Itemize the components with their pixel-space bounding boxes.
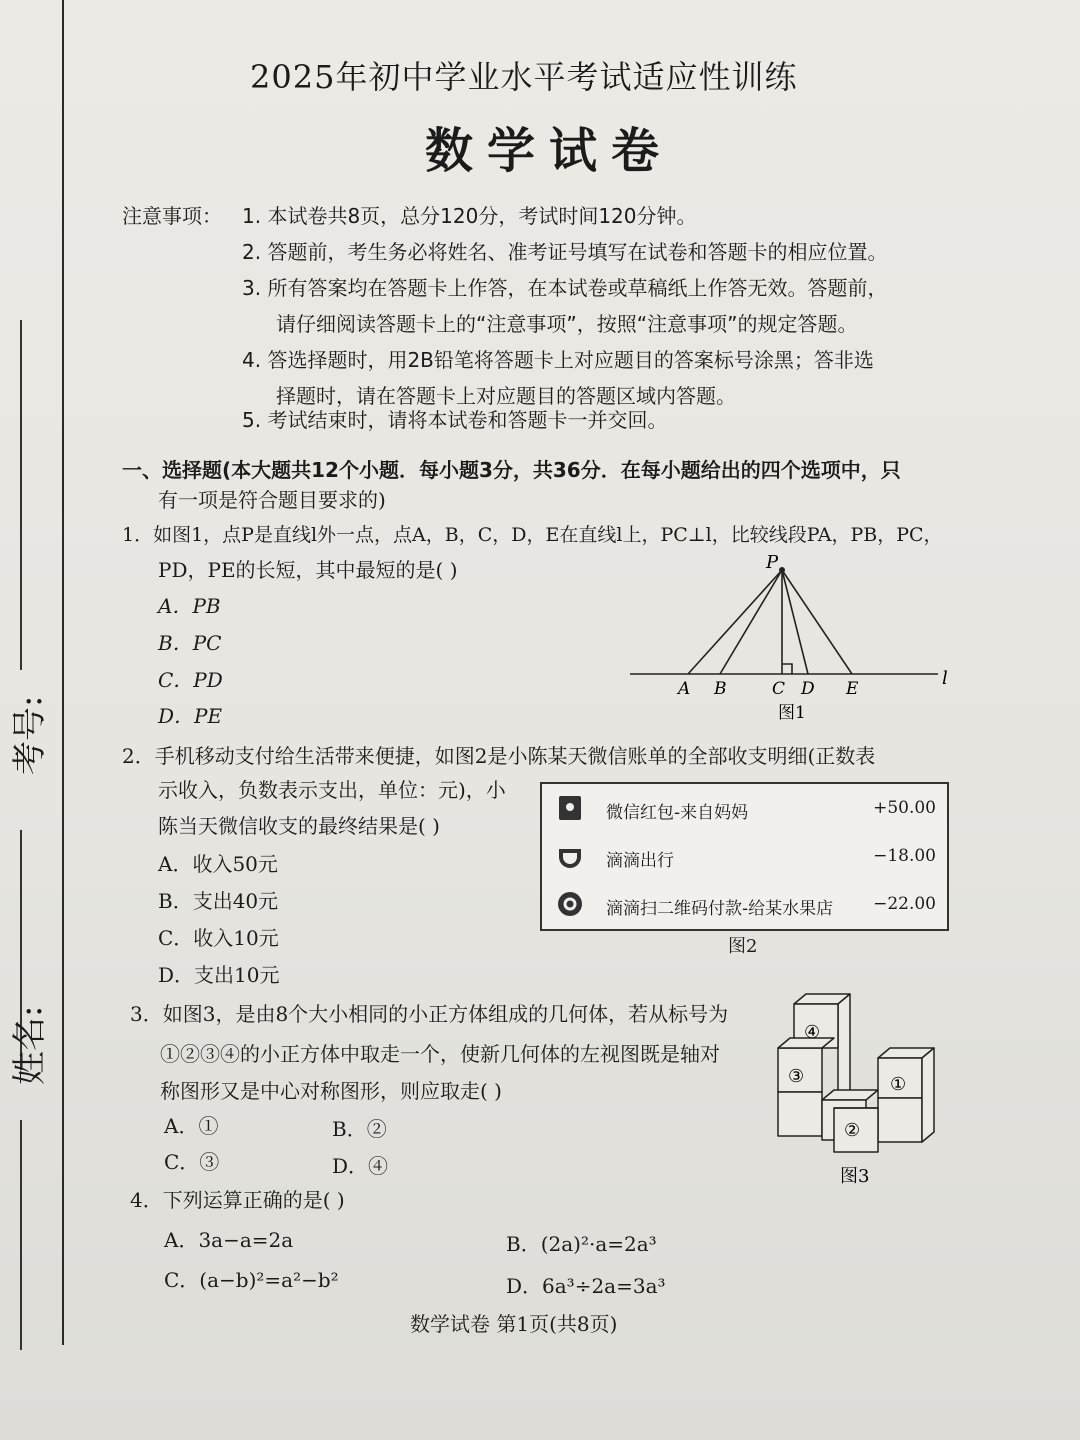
label-d: D <box>801 679 815 699</box>
name-label: 姓名: <box>10 1005 50 1085</box>
bill-item-name: 滴滴出行 <box>606 851 674 871</box>
figure-1 <box>620 552 960 732</box>
segment-pb <box>720 570 782 674</box>
note-item: 1. 本试卷共8页，总分120分，考试时间120分钟。 <box>242 204 697 228</box>
question-3-option-c: C．③ <box>164 1150 220 1174</box>
question-2-stem-cont: 示收入，负数表示支出，单位：元)，小 <box>158 778 506 802</box>
figure-2-bill <box>540 782 949 931</box>
name-field-rule <box>20 1120 22 1350</box>
bill-item-amount: +50.00 <box>873 798 936 818</box>
question-2-option-c: C．收入10元 <box>158 926 279 950</box>
question-1-stem: 1．如图1，点P是直线l外一点，点A，B，C，D，E在直线l上，PC⊥l，比较线段PA，PB，PC， <box>122 524 943 546</box>
question-4-option-d: D．6a³÷2a=3a³ <box>506 1274 666 1298</box>
note-item: 5. 考试结束时，请将本试卷和答题卡一并交回。 <box>242 408 668 432</box>
cube-label-4: ④ <box>804 1022 821 1043</box>
question-4-option-a: A．3a−a=2a <box>164 1228 294 1252</box>
bill-row <box>556 842 936 872</box>
notes-label: 注意事项： <box>122 204 222 228</box>
label-e: E <box>846 679 859 699</box>
question-2-option-d: D．支出10元 <box>158 963 280 987</box>
question-3-stem-cont: ①②③④的小正方体中取走一个，使新几何体的左视图既是轴对 <box>160 1042 720 1066</box>
question-1-stem-cont: PD，PE的长短，其中最短的是( ) <box>158 558 458 582</box>
label-c: C <box>772 679 786 699</box>
bill-item-name: 滴滴扫二维码付款-给某水果店 <box>606 899 834 919</box>
bill-row <box>556 890 936 920</box>
note-item: 2. 答题前，考生务必将姓名、准考证号填写在试卷和答题卡的相应位置。 <box>242 240 888 264</box>
note-item: 择题时，请在答题卡上对应题目的答题区域内答题。 <box>276 384 736 408</box>
payment-icon <box>556 890 584 918</box>
question-4-option-c: C．(a−b)²=a²−b² <box>164 1268 339 1292</box>
question-4-stem: 4．下列运算正确的是( ) <box>130 1188 345 1212</box>
label-a: A <box>678 679 691 699</box>
note-item: 3. 所有答案均在答题卡上作答，在本试卷或草稿纸上作答无效。答题前， <box>242 276 888 300</box>
question-1-option-a: A．PB <box>158 594 221 618</box>
bill-item-name: 微信红包-来自妈妈 <box>606 803 749 823</box>
question-2-stem: 2．手机移动支付给生活带来便捷，如图2是小陈某天微信账单的全部收支明细(正数表 <box>122 744 876 768</box>
label-p: P <box>766 552 779 573</box>
didi-icon <box>556 842 584 870</box>
question-2-stem-cont2: 陈当天微信收支的最终结果是( ) <box>158 814 440 838</box>
label-l: l <box>942 668 948 689</box>
question-1-option-b: B．PC <box>158 631 222 655</box>
exam-title: 2025年初中学业水平考试适应性训练 <box>250 58 798 96</box>
segment-pd <box>782 570 808 674</box>
label-b: B <box>714 679 727 699</box>
bill-row <box>556 794 936 824</box>
figure-2-caption: 图2 <box>728 936 758 957</box>
figure-3-caption: 图3 <box>840 1166 870 1187</box>
question-2-option-b: B．支出40元 <box>158 889 279 913</box>
binding-line <box>62 0 64 1345</box>
bill-item-amount: −22.00 <box>873 894 936 914</box>
question-1-option-d: D．PE <box>158 704 223 728</box>
cube-label-2: ② <box>844 1120 861 1141</box>
cube-label-3: ③ <box>788 1066 805 1087</box>
page-footer: 数学试卷 第1页(共8页) <box>410 1312 618 1336</box>
subject-title: 数学试卷 <box>425 123 674 179</box>
note-item: 4. 答选择题时，用2B铅笔将答题卡上对应题目的答案标号涂黑；答非选 <box>242 348 874 372</box>
upper-field-rule <box>20 320 22 670</box>
segment-pa <box>688 570 782 674</box>
note-item: 请仔细阅读答题卡上的“注意事项”，按照“注意事项”的规定答题。 <box>276 312 858 336</box>
question-3-option-b: B．② <box>332 1117 387 1141</box>
cube-label-1: ① <box>890 1074 907 1095</box>
bill-item-amount: −18.00 <box>873 846 936 866</box>
figure-3-cubes <box>770 990 960 1190</box>
question-1-option-c: C．PD <box>158 668 223 692</box>
question-3-option-a: A．① <box>164 1114 219 1138</box>
right-angle-mark <box>782 664 792 674</box>
question-3-stem: 3．如图3，是由8个大小相同的小正方体组成的几何体，若从标号为 <box>130 1002 729 1026</box>
question-3-option-d: D．④ <box>332 1154 389 1178</box>
segment-pe <box>782 570 852 674</box>
section-heading-cont: 有一项是符合题目要求的) <box>158 488 386 512</box>
figure-1-caption: 图1 <box>778 703 806 723</box>
question-4-option-b: B．(2a)²·a=2a³ <box>506 1232 657 1256</box>
question-2-option-a: A．收入50元 <box>158 852 278 876</box>
section-heading: 一、选择题(本大题共12个小题．每小题3分，共36分．在每小题给出的四个选项中，只 <box>122 458 901 482</box>
red-packet-icon <box>556 794 584 822</box>
question-3-stem-cont2: 称图形又是中心对称图形，则应取走( ) <box>160 1079 502 1103</box>
exam-no-label: 考号: <box>10 695 50 775</box>
